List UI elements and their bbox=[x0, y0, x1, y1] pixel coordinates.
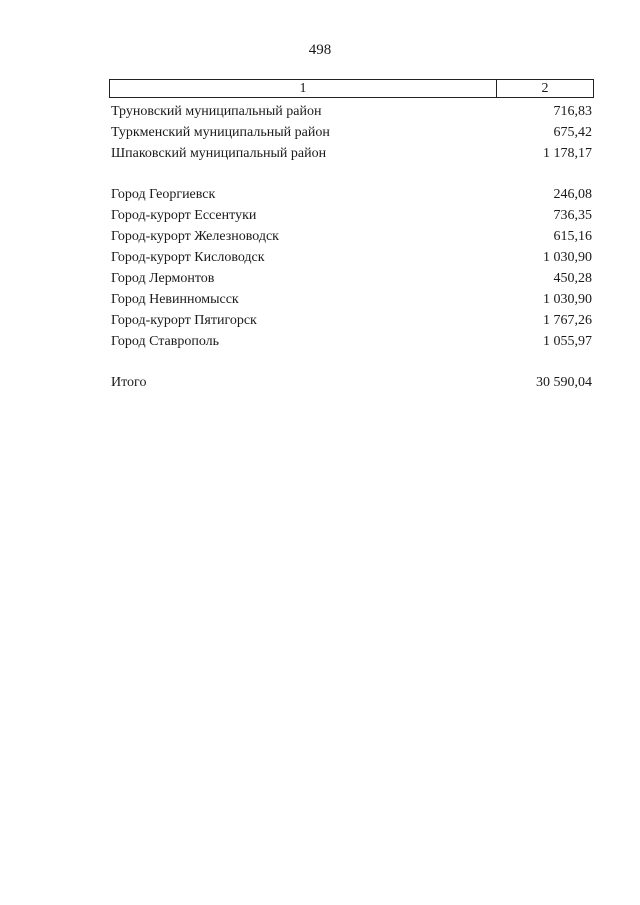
table-row bbox=[111, 226, 592, 247]
row-value: 450,28 bbox=[553, 271, 592, 286]
table-row bbox=[111, 101, 592, 122]
table-row bbox=[111, 331, 592, 352]
table-row bbox=[111, 122, 592, 143]
row-value: 246,08 bbox=[553, 187, 592, 202]
row-name: Город Невинномысск bbox=[111, 292, 239, 307]
group-spacer bbox=[111, 164, 592, 184]
row-name: Туркменский муниципальный район bbox=[111, 125, 330, 140]
total-row bbox=[111, 372, 592, 393]
row-value: 1 030,90 bbox=[543, 250, 592, 265]
row-name: Город Ставрополь bbox=[111, 334, 220, 349]
row-name: Город-курорт Пятигорск bbox=[111, 313, 257, 328]
table-row bbox=[111, 289, 592, 310]
row-name: Город-курорт Ессентуки bbox=[111, 208, 257, 223]
table-row bbox=[111, 143, 592, 164]
table-row bbox=[111, 247, 592, 268]
row-name: Город Георгиевск bbox=[111, 187, 216, 202]
table-row bbox=[111, 268, 592, 289]
table-header bbox=[109, 79, 594, 98]
group-spacer bbox=[111, 352, 592, 372]
total-value: 30 590,04 bbox=[536, 375, 592, 390]
row-value: 1 767,26 bbox=[543, 313, 592, 328]
header-col-2: 2 bbox=[541, 81, 549, 96]
header-col-1: 1 bbox=[110, 80, 497, 97]
row-name: Город-курорт Кисловодск bbox=[111, 250, 265, 265]
page-number: 498 bbox=[308, 42, 332, 58]
row-value: 675,42 bbox=[553, 125, 592, 140]
total-label: Итого bbox=[111, 375, 147, 390]
row-name: Труновский муниципальный район bbox=[111, 104, 322, 119]
row-value: 1 055,97 bbox=[543, 334, 592, 349]
row-name: Город-курорт Железноводск bbox=[111, 229, 279, 244]
row-value: 615,16 bbox=[553, 229, 592, 244]
row-value: 1 178,17 bbox=[543, 146, 592, 161]
row-value: 736,35 bbox=[553, 208, 592, 223]
table-row bbox=[111, 205, 592, 226]
table-row bbox=[111, 184, 592, 205]
row-value: 716,83 bbox=[553, 104, 592, 119]
row-name: Шпаковский муниципальный район bbox=[111, 146, 327, 161]
row-name: Город Лермонтов bbox=[111, 271, 215, 286]
table-row bbox=[111, 310, 592, 331]
table-body bbox=[111, 101, 592, 393]
row-value: 1 030,90 bbox=[543, 292, 592, 307]
